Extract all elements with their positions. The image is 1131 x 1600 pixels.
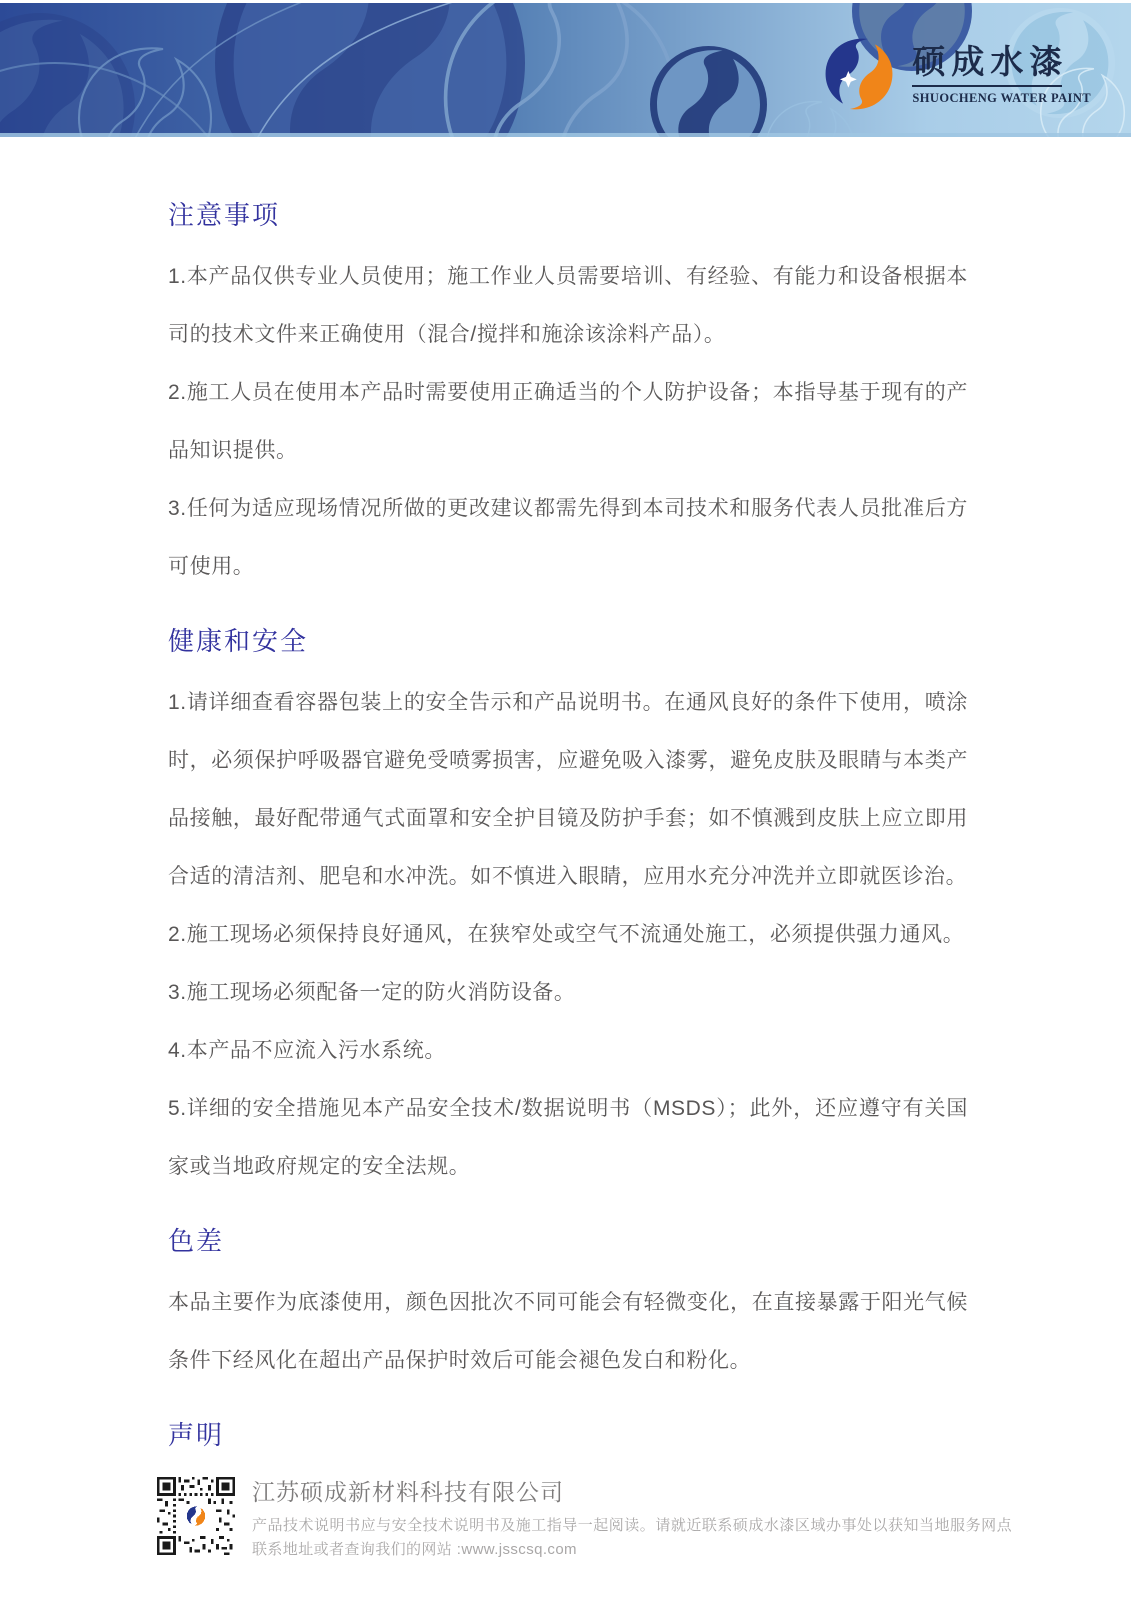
footer-note: 产品技术说明书应与安全技术说明书及施工指导一起阅读。请就近联系硕成水漆区域办事处以获知当地服务网点联系地址或者查询我们的网站 :www.jsscsq.com [252,1517,1012,1558]
header-banner [0,3,1131,137]
paragraph: 4.本产品不应流入污水系统。 [168,1039,446,1062]
paragraph: 1.本产品仅供专业人员使用；施工作业人员需要培训、有经验、有能力和设备根据本司的技术文件来正确使用（混合/搅拌和施涂该涂料产品）。 [168,265,968,346]
company-name: 江苏硕成新材料科技有限公司 [252,1479,564,1505]
section-declaration [168,1416,968,1454]
section-heading: 健康和安全 [168,626,309,656]
brand-logo-block [821,36,1091,112]
brand-divider [912,85,1062,87]
brand-subtitle: SHUOCHENG WATER PAINT [912,90,1091,105]
brand-logo-icon [821,36,897,112]
document-body [168,196,968,1468]
section-heading: 注意事项 [168,200,281,230]
paragraph: 本品主要作为底漆使用，颜色因批次不同可能会有轻微变化，在直接暴露于阳光气候条件下经风化在超出产品保护时效后可能会褪色发白和粉化。 [168,1291,968,1372]
brand-title: 硕成水漆 [912,44,1069,81]
section-color-difference [168,1222,968,1390]
paragraph: 3.任何为适应现场情况所做的更改建议都需先得到本司技术和服务代表人员批准后方可使用。 [168,497,968,578]
footer [157,1477,1012,1562]
section-heading: 声明 [168,1420,225,1450]
paragraph: 3.施工现场必须配备一定的防火消防设备。 [168,981,576,1004]
section-precautions [168,196,968,596]
paragraph: 5.详细的安全措施见本产品安全技术/数据说明书（MSDS）；此外，还应遵守有关国家或当地政府规定的安全法规。 [168,1097,968,1178]
qr-code [157,1477,235,1555]
paragraph: 2.施工人员在使用本产品时需要使用正确适当的个人防护设备；本指导基于现有的产品知识提供。 [168,381,968,462]
paragraph: 2.施工现场必须保持良好通风，在狭窄处或空气不流通处施工，必须提供强力通风。 [168,923,965,946]
section-health-safety [168,622,968,1196]
paragraph: 1.请详细查看容器包装上的安全告示和产品说明书。在通风良好的条件下使用，喷涂时，必须保护呼吸器官避免受喷雾损害，应避免吸入漆雾，避免皮肤及眼睛与本类产品接触，最好配带通气式面罩和安全护目镜及防护手套；如不慎溅到皮肤上应立即用合适的清洁剂、肥皂和水冲洗。如不慎进入眼睛，应用水充分冲洗并立即就医诊治。 [168,691,968,888]
section-heading: 色差 [168,1226,225,1256]
